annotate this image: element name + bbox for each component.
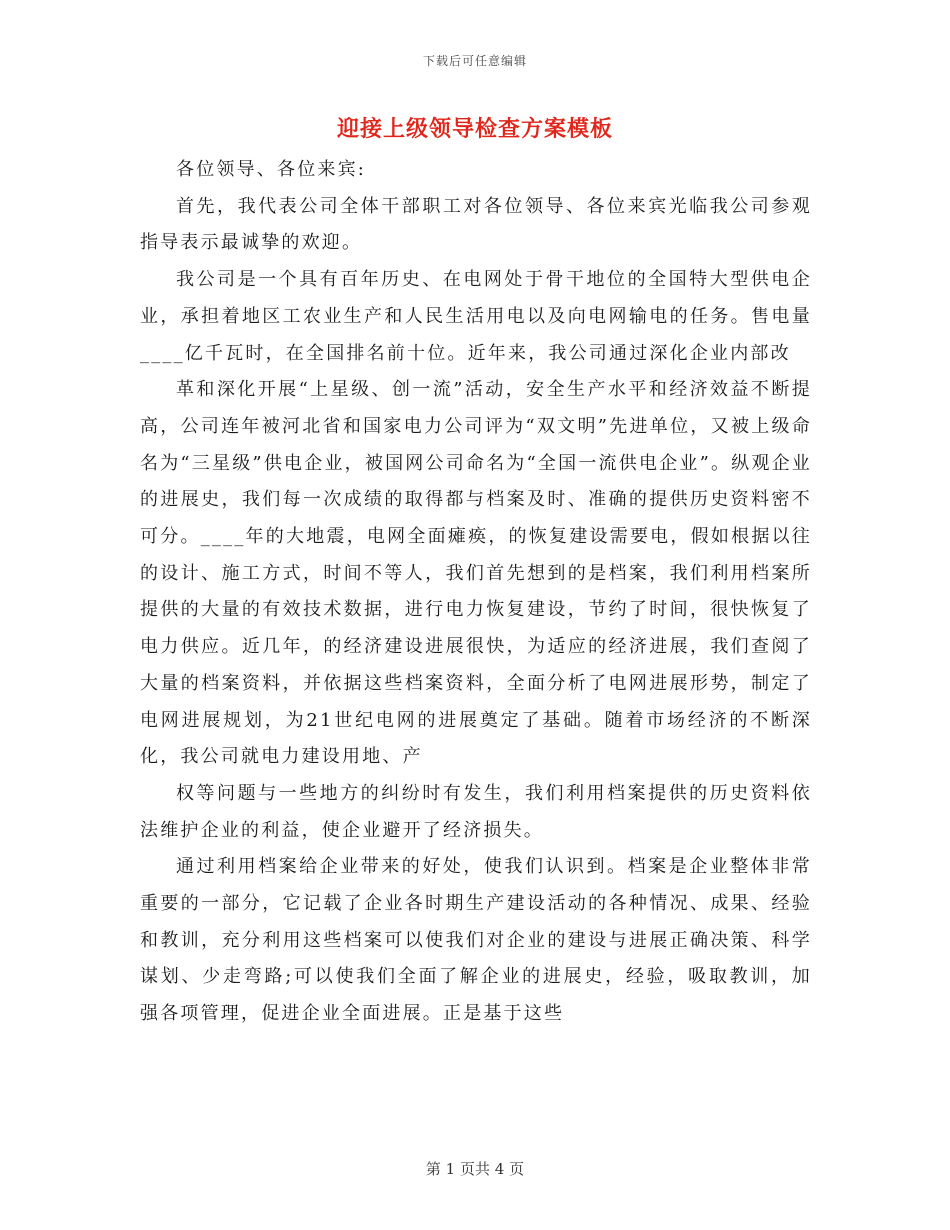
paragraph-achievements: 革和深化开展“上星级、创一流”活动，安全生产水平和经济效益不断提高，公司连年被河北省和国家电力公司评为“双文明”先进单位，又被上级命名为“三星级”供电企业，被国网公司命名为“全国一流供电企业”。纵观企业的进展史，我们每一次成绩的取得都与档案及时、准确的提供历史资料密不可分。____年的大地震，电网全面瘫痪，的恢复建设需要电，假如根据以往的设计、施工方式，时间不等人，我们首先想到的是档案，我们利用档案所提供的大量的有效技术数据，进行电力恢复建设，节约了时间，很快恢复了电力供应。近几年，的经济建设进展很快，为适应的经济进展，我们查阅了大量的档案资料，并依据这些档案资料，全面分析了电网进展形势，制定了电网进展规划，为21世纪电网的进展奠定了基础。随着市场经济的不断深化，我公司就电力建设用地、产 <box>140 379 812 768</box>
page-header-note: 下载后可任意编辑 <box>422 54 527 68</box>
document-title: 迎接上级领导检查方案模板 <box>336 117 613 142</box>
paragraph-archive-importance: 通过利用档案给企业带来的好处，使我们认识到。档案是企业整体非常重要的一部分，它记载了企业各时期生产建设活动的各种情况、成果、经验和教训，充分利用这些档案可以使我们对企业的建设与进展正确决策、科学谋划、少走弯路;可以使我们全面了解企业的进展史，经验，吸取教训，加强各项管理，促进企业全面进展。正是基于这些 <box>140 856 812 1025</box>
paragraph-property-rights: 权等问题与一些地方的纠纷时有发生，我们利用档案提供的历史资料依法维护企业的利益，使企业避开了经济损失。 <box>140 782 812 841</box>
paragraph-company-intro: 我公司是一个具有百年历史、在电网处于骨干地位的全国特大型供电企业，承担着地区工农业生产和人民生活用电以及向电网输电的任务。售电量____亿千瓦时，在全国排名前十位。近年来，我公司通过深化企业内部改 <box>140 269 812 364</box>
paragraph-greeting: 各位领导、各位来宾: <box>176 159 367 180</box>
paragraph-welcome: 首先，我代表公司全体干部职工对各位领导、各位来宾光临我公司参观指导表示最诚挚的欢迎。 <box>140 195 812 254</box>
page-number: 第 1 页共 4 页 <box>425 1160 525 1178</box>
document-body <box>140 152 812 1033</box>
